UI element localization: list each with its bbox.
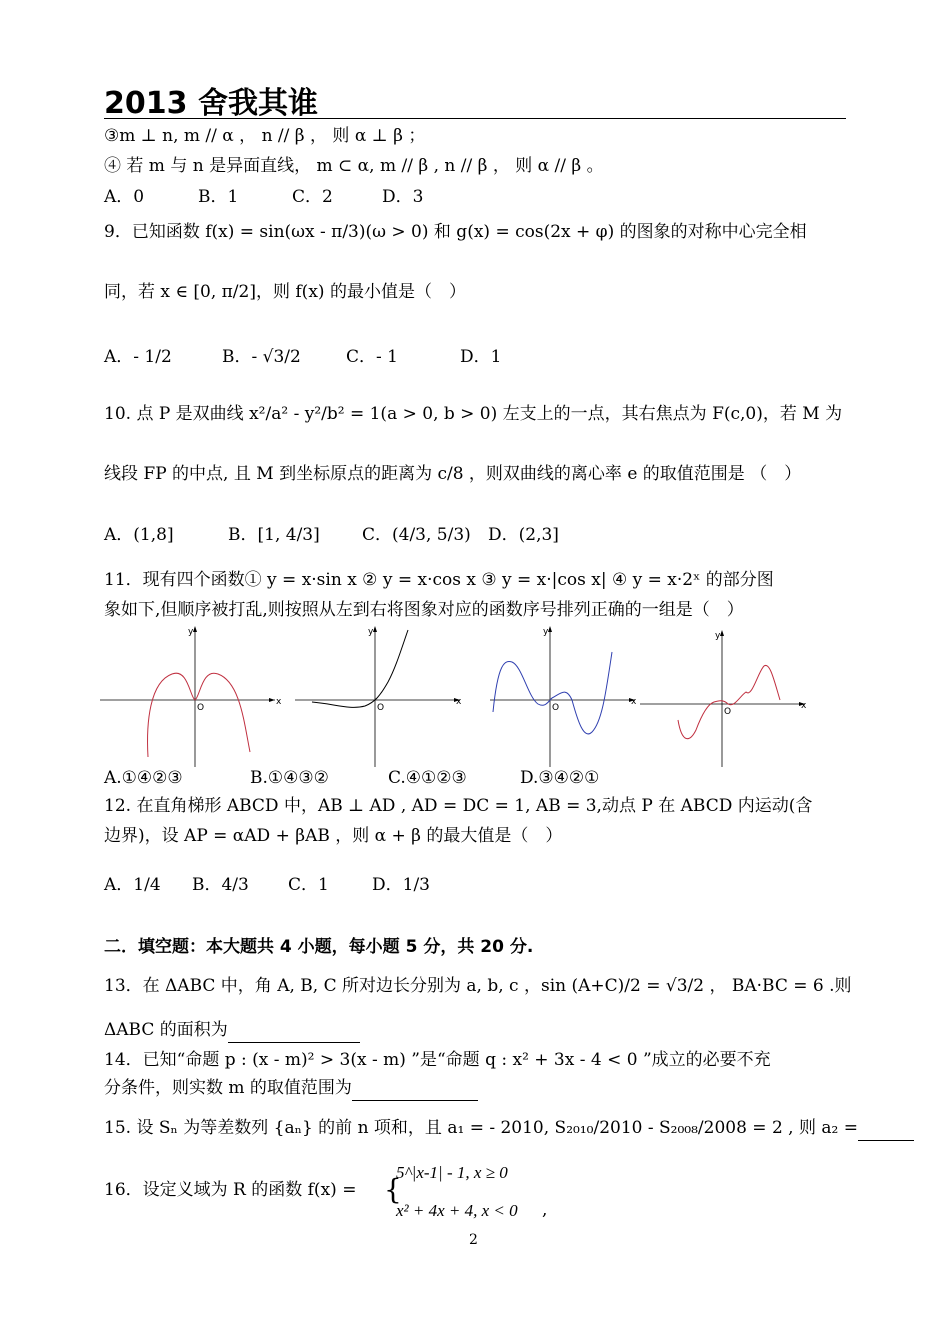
q12-option-a: A．1/4 — [104, 875, 161, 895]
q8-option-b: B．1 — [198, 187, 239, 207]
q11-line2: 象如下,但顺序被打乱,则按照从左到右将图象对应的函数序号排列正确的一组是（ ） — [104, 600, 744, 620]
q16-case1: 5^|x-1| - 1, x ≥ 0 — [396, 1163, 508, 1182]
q15-line1: 15. 设 Sₙ 为等差数列 {aₙ} 的前 n 项和，且 a₁ = - 2010, S₂₀₁₀/2010 - S₂₀₀₈/2008 = 2 , 则 a₂ = — [104, 1118, 858, 1138]
q13-answer-blank[interactable] — [228, 1018, 360, 1043]
graph-3-origin: O — [552, 703, 560, 713]
q12-option-d: D．1/3 — [372, 875, 430, 895]
q10-option-d: D．(2,3] — [488, 525, 559, 545]
graph-1-y-label: y — [188, 627, 194, 637]
page-header — [104, 80, 846, 119]
q10-option-a: A．(1,8] — [104, 525, 174, 545]
q9-line1: 9．已知函数 f(x) = sin(ωx - π/3)(ω > 0) 和 g(x) = cos(2x + φ) 的图象的对称中心完全相 — [104, 222, 807, 242]
graph-2 — [295, 626, 462, 767]
q8-option-d: D．3 — [382, 187, 424, 207]
page-number: 2 — [469, 1232, 478, 1248]
q13-line2-wrap — [104, 1018, 846, 1043]
graph-3-x-label: x — [631, 697, 637, 707]
graph-1 — [100, 626, 282, 767]
graph-2-origin: O — [377, 703, 385, 713]
q9-option-d: D．1 — [460, 347, 502, 367]
q15-answer-blank[interactable] — [858, 1116, 914, 1141]
q11-option-c: C.④①②③ — [388, 768, 467, 788]
graph-1-x-label: x — [276, 697, 282, 707]
q10-line2: 线段 FP 的中点, 且 M 到坐标原点的距离为 c/8 ，则双曲线的离心率 e 的取值范围是 （ ） — [104, 464, 802, 484]
q11-option-d: D.③④②① — [520, 768, 600, 788]
q9-option-c: C．- 1 — [346, 347, 398, 367]
q16-brace: { — [384, 1173, 402, 1206]
graph-4-y-label: y — [715, 631, 721, 641]
q12-option-b: B．4/3 — [192, 875, 249, 895]
q14-line2-wrap — [104, 1076, 846, 1101]
q16-suffix: , — [542, 1200, 548, 1220]
graph-3-y-label: y — [543, 627, 549, 637]
q16-case2: x² + 4x + 4, x < 0 — [396, 1201, 518, 1220]
q10-line1: 10. 点 P 是双曲线 x²/a² - y²/b² = 1(a > 0, b > 0) 左支上的一点，其右焦点为 F(c,0)，若 M 为 — [104, 404, 843, 424]
q10-option-b: B．[1, 4/3] — [228, 525, 320, 545]
q13-line1: 13．在 ΔABC 中，角 A, B, C 所对边长分别为 a, b, c ，sin (A+C)/2 = √3/2 ， BA·BC = 6 .则 — [104, 976, 852, 996]
graph-4-x-label: x — [801, 701, 807, 711]
q13-line2: ΔABC 的面积为 — [104, 1020, 228, 1040]
q9-line2: 同，若 x ∈ [0, π/2]，则 f(x) 的最小值是（ ） — [104, 282, 466, 302]
graph-4 — [640, 630, 807, 767]
q14-answer-blank[interactable] — [352, 1076, 478, 1101]
q11-graphs — [100, 622, 810, 770]
q11-option-a: A.①④②③ — [104, 768, 183, 788]
q8-option-c: C．2 — [292, 187, 333, 207]
q8-item4: ④ 若 m 与 n 是异面直线， m ⊂ α, m // β , n // β ， 则 α // β 。 — [104, 156, 604, 176]
q12-option-c: C．1 — [288, 875, 329, 895]
q9-option-b: B．- √3/2 — [222, 347, 301, 367]
section-2-heading: 二．填空题：本大题共 4 小题，每小题 5 分，共 20 分. — [104, 937, 534, 957]
q16-prefix: 16．设定义域为 R 的函数 f(x) = — [104, 1180, 357, 1200]
q12-line2: 边界)，设 AP = αAD + βAB ，则 α + β 的最大值是（ ） — [104, 826, 563, 846]
q14-line1: 14．已知“命题 p : (x - m)² > 3(x - m) ”是“命题 q : x² + 3x - 4 < 0 ”成立的必要不充 — [104, 1050, 771, 1070]
q15-line1-wrap — [104, 1116, 858, 1141]
q11-option-b: B.①④③② — [250, 768, 329, 788]
q8-option-a: A．0 — [104, 187, 145, 207]
q9-option-a: A．- 1/2 — [104, 347, 172, 367]
q12-line1: 12. 在直角梯形 ABCD 中，AB ⊥ AD , AD = DC = 1, AB = 3,动点 P 在 ABCD 内运动(含 — [104, 796, 813, 816]
header-title: 2013 舍我其谁 — [104, 86, 318, 121]
q11-line1: 11．现有四个函数① y = x·sin x ② y = x·cos x ③ y = x·|cos x| ④ y = x·2ˣ 的部分图 — [104, 570, 774, 590]
graph-3 — [490, 626, 637, 767]
graph-1-origin: O — [197, 703, 205, 713]
q8-item3: ③m ⊥ n, m // α ， n // β ， 则 α ⊥ β ； — [104, 126, 426, 146]
q10-option-c: C．(4/3, 5/3) — [362, 525, 471, 545]
graph-4-origin: O — [724, 707, 732, 717]
q14-line2: 分条件，则实数 m 的取值范围为 — [104, 1078, 352, 1098]
graph-2-x-label: x — [456, 697, 462, 707]
graph-2-y-label: y — [368, 627, 374, 637]
